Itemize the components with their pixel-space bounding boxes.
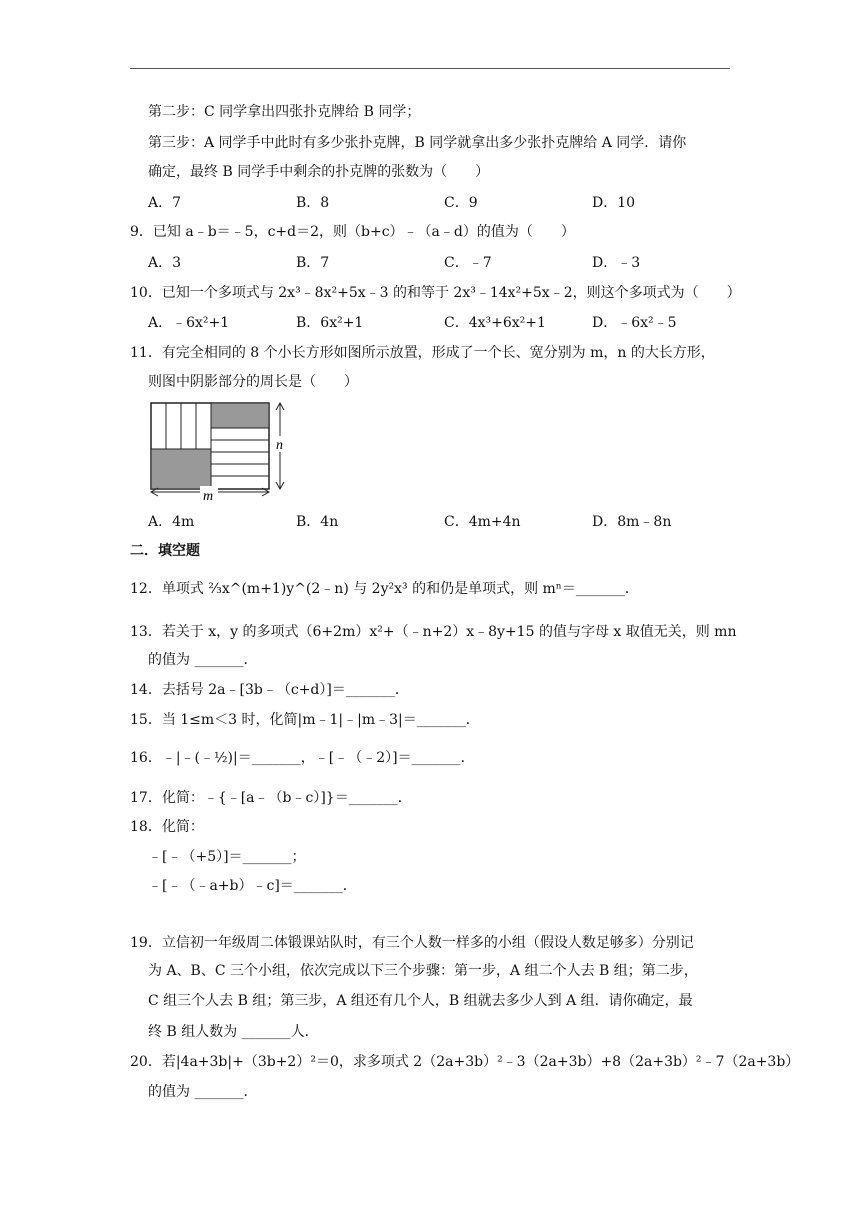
rectangle-figure xyxy=(150,398,300,502)
q13-line2: 的值为 _______． xyxy=(148,652,258,668)
q11-option-a: A．4m xyxy=(148,514,195,530)
q14: 14．去括号 2a﹣[3b﹣（c+d）]＝_______． xyxy=(130,682,409,698)
q15: 15．当 1≤m＜3 时，化简|m﹣1|﹣|m﹣3|＝_______． xyxy=(130,712,480,728)
q11-option-c: C．4m+4n xyxy=(444,514,521,530)
q9-option-b: B．7 xyxy=(296,255,330,271)
q12: 12．单项式 ⅔x^(m+1)y^(2﹣n) 与 2y²x³ 的和仍是单项式，则 mⁿ＝_______． xyxy=(130,581,639,597)
q8-step3-line2: 确定，最终 B 同学手中剩余的扑克牌的张数为（ ） xyxy=(148,164,490,180)
q17: 17．化简：﹣{﹣[a﹣（b﹣c）]}＝_______． xyxy=(130,790,412,806)
q8-step3-line1: 第三步：A 同学手中此时有多少张扑克牌，B 同学就拿出多少张扑克牌给 A 同学．请你 xyxy=(148,135,687,151)
q9-stem: 9．已知 a﹣b＝﹣5，c+d＝2，则（b+c）﹣（a﹣d）的值为（ ） xyxy=(130,224,575,240)
n-label: n xyxy=(276,438,283,453)
q18-part1: ﹣[﹣（+5）]＝_______； xyxy=(148,849,306,865)
q8-option-b: B．8 xyxy=(296,195,330,211)
q11-stem-line2: 则图中阴影部分的周长是（ ） xyxy=(148,374,358,390)
q10-stem: 10．已知一个多项式与 2x³﹣8x²+5x﹣3 的和等于 2x³﹣14x²+5x﹣2，则这个多项式为（ ） xyxy=(130,285,741,301)
q19-line2: 为 A、B、C 三个小组，依次完成以下三个步骤：第一步，A 组二个人去 B 组；第二步， xyxy=(148,963,698,979)
q10-option-d: D．﹣6x²﹣5 xyxy=(592,315,677,331)
q13-line1: 13．若关于 x，y 的多项式（6+2m）x²+（﹣n+2）x﹣8y+15 的值与字母 x 取值无关，则 mn xyxy=(130,624,737,640)
q20-line1: 20．若|4a+3b|+（3b+2）²＝0，求多项式 2（2a+3b）²﹣3（2a+3b）+8（2a+3b）²﹣7（2a+3b） xyxy=(130,1054,800,1070)
q8-option-a: A．7 xyxy=(148,195,182,211)
q10-option-c: C．4x³+6x²+1 xyxy=(444,315,546,331)
q8-option-c: C．9 xyxy=(444,195,478,211)
shaded-region-bottom-left xyxy=(151,449,211,489)
q16: 16．﹣|﹣(﹣½)|＝_______，﹣[﹣（﹣2）]＝_______． xyxy=(130,750,475,766)
q18-part2: ﹣[﹣（﹣a+b）﹣c]＝_______． xyxy=(148,878,357,894)
shaded-region-top-right xyxy=(211,403,269,428)
q10-option-b: B．6x²+1 xyxy=(296,315,364,331)
q9-option-c: C．﹣7 xyxy=(444,255,492,271)
q10-option-a: A．﹣6x²+1 xyxy=(148,315,230,331)
q11-option-b: B．4n xyxy=(296,514,339,530)
q8-option-d: D．10 xyxy=(592,195,636,211)
q11-option-d: D．8m﹣8n xyxy=(592,514,672,530)
q8-step2: 第二步：C 同学拿出四张扑克牌给 B 同学； xyxy=(148,104,421,120)
q11-stem-line1: 11．有完全相同的 8 个小长方形如图所示放置，形成了一个长、宽分别为 m，n 的大长方形， xyxy=(130,345,715,361)
q9-option-a: A．3 xyxy=(148,255,182,271)
q20-line2: 的值为 _______． xyxy=(148,1084,258,1100)
q18: 18．化简： xyxy=(130,819,204,835)
q19-line3: C 组三个人去 B 组；第三步，A 组还有几个人，B 组就去多少人到 A 组．请你确定，最 xyxy=(148,993,693,1009)
m-label: m xyxy=(203,489,214,502)
q9-option-d: D．﹣3 xyxy=(592,255,641,271)
header-rule xyxy=(130,68,730,69)
section-heading-fill-in: 二．填空题 xyxy=(130,543,200,559)
q19-line4: 终 B 组人数为 _______人． xyxy=(148,1024,319,1040)
q19-line1: 19．立信初一年级周二体锻课站队时，有三个人数一样多的小组（假设人数足够多）分别记 xyxy=(130,935,694,951)
